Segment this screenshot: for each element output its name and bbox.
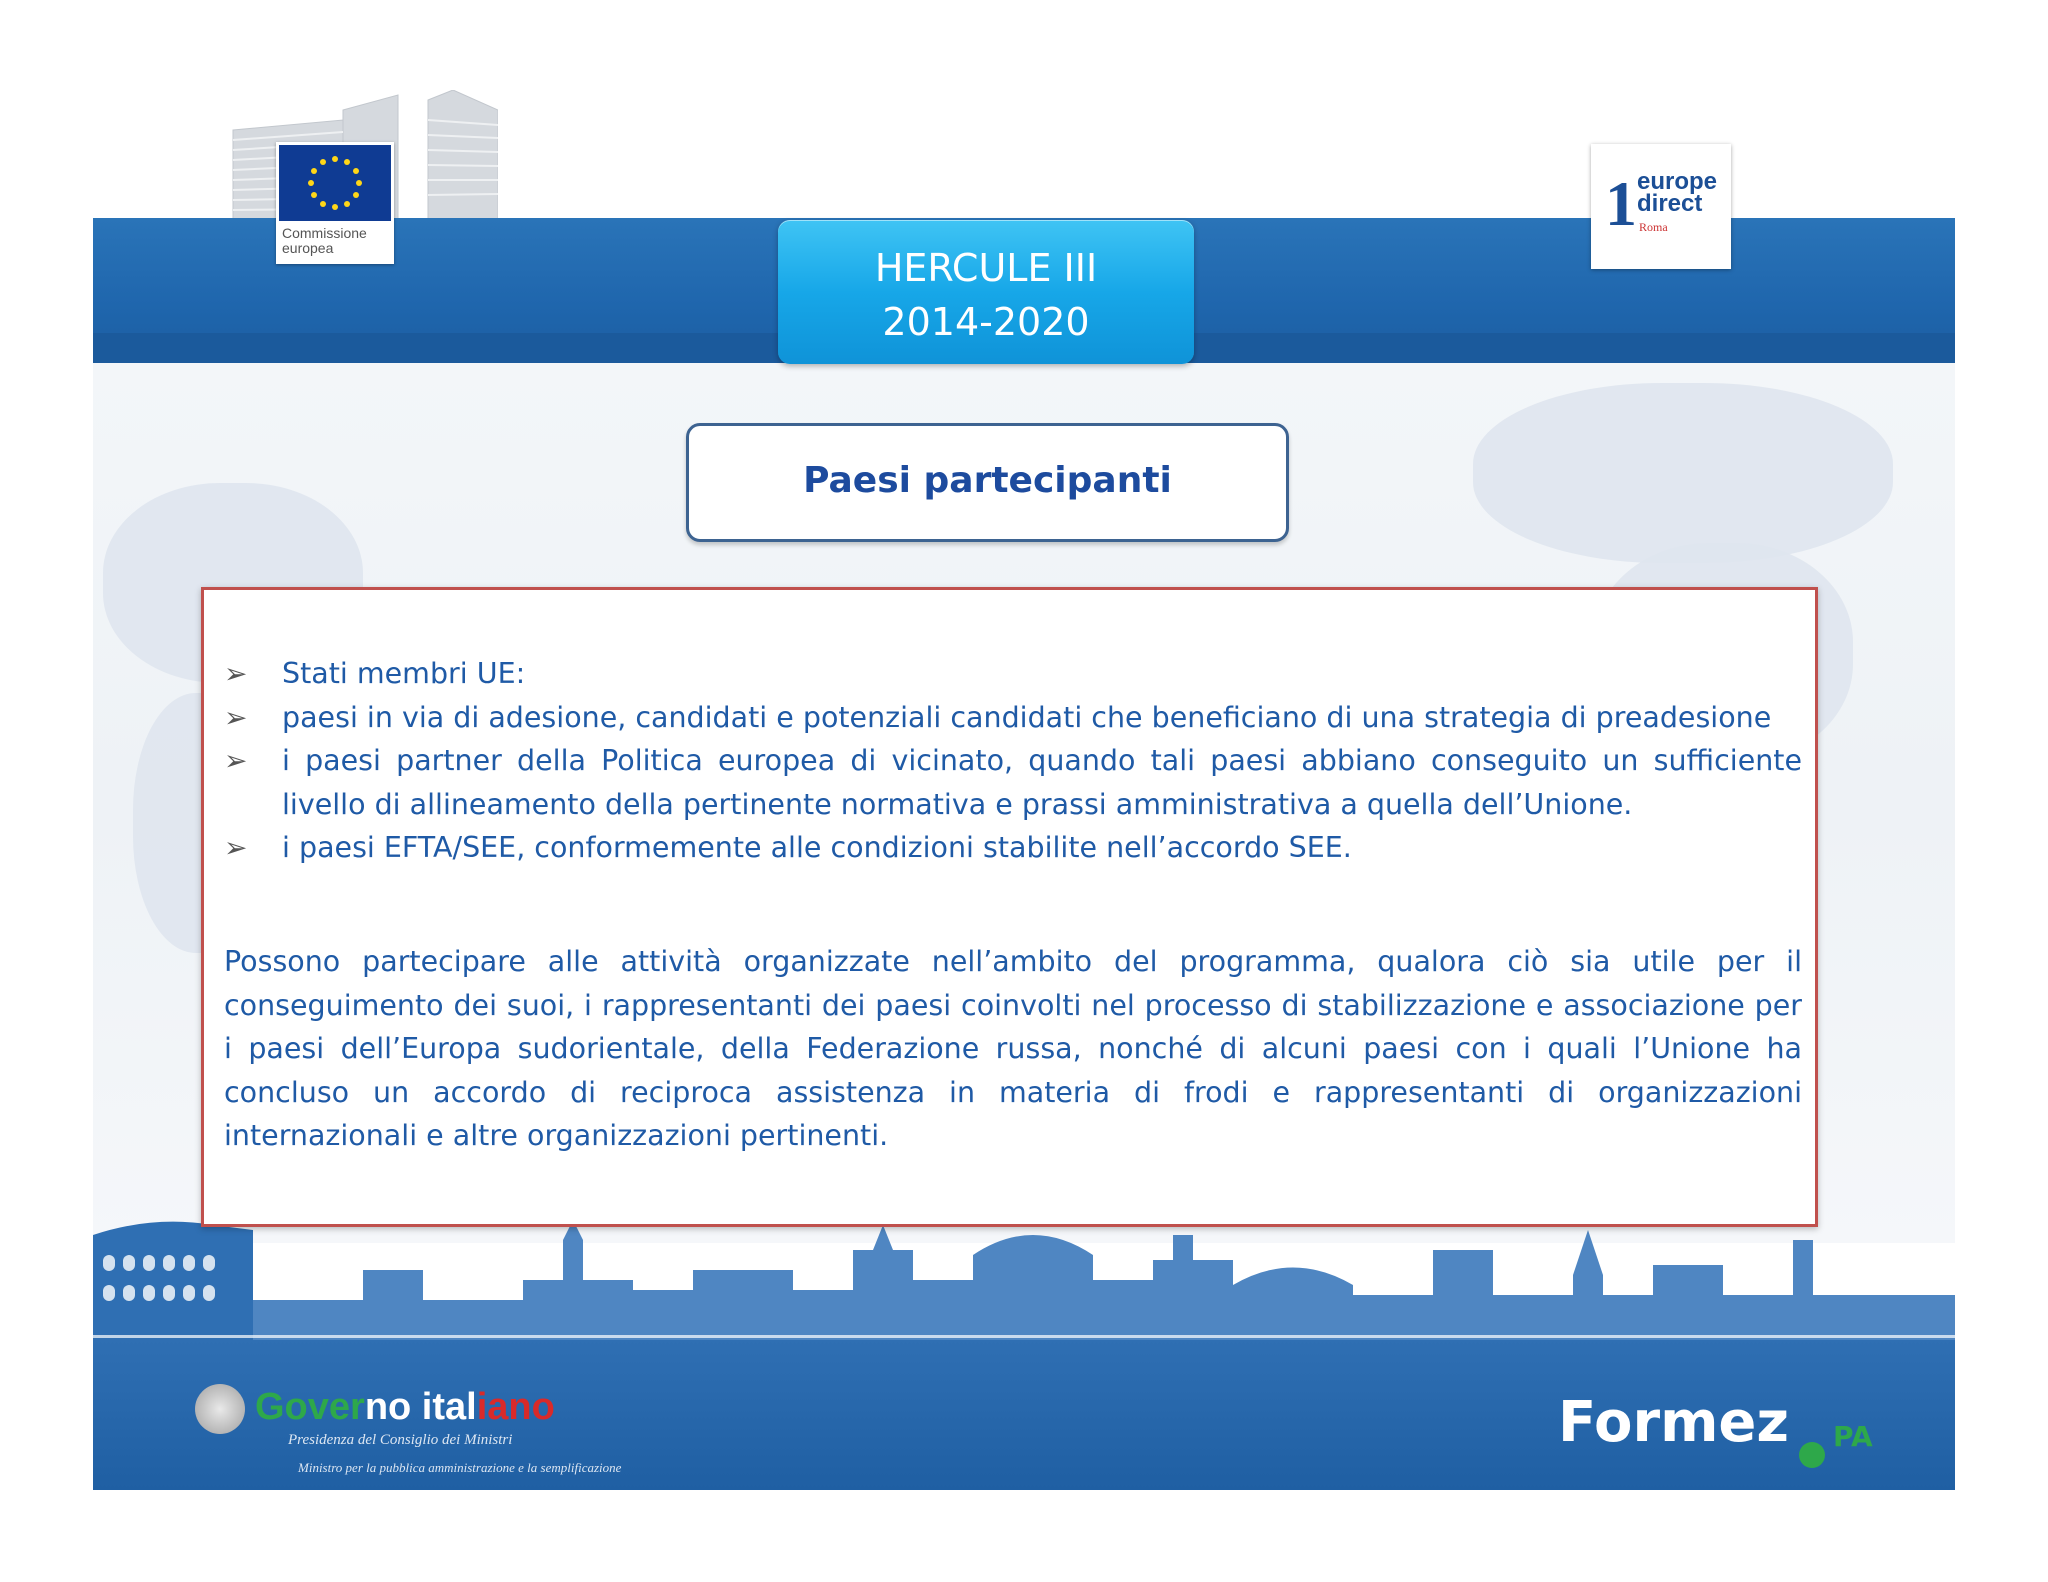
europe-direct-city: Roma (1639, 220, 1668, 234)
bullet-item (224, 826, 1802, 870)
bullet-text: Stati membri UE: (282, 657, 526, 690)
bullet-list (224, 652, 1802, 870)
italian-republic-emblem-icon (195, 1384, 245, 1434)
title-line-1: HERCULE III (874, 246, 1098, 290)
slide (93, 90, 1955, 1490)
europe-direct-line1: europe (1637, 168, 1718, 195)
arrow-bullet-icon: ➢ (224, 744, 248, 777)
footer-divider (93, 1335, 1955, 1338)
bullet-text: paesi in via di adesione, candidati e potenziali candidati che beneficiano di una strategia di preadesione (282, 700, 1772, 734)
section-title: Paesi partecipanti (803, 460, 1172, 501)
rome-skyline-illustration (93, 1210, 1955, 1340)
formez-dot-icon (1799, 1442, 1825, 1468)
commissione-europea-logo (276, 142, 394, 264)
arrow-bullet-icon: ➢ (224, 831, 248, 864)
eu-logo-text: Commissione europea (282, 225, 367, 256)
arrow-bullet-icon: ➢ (224, 700, 248, 734)
europe-direct-line2: direct (1637, 190, 1703, 217)
bullet-text: i paesi EFTA/SEE, conformemente alle condizioni stabilite nell’accordo SEE. (282, 831, 1352, 864)
gov-subtitle-1: Presidenza del Consiglio dei Ministri (288, 1432, 513, 1448)
governo-italiano-logo (255, 1386, 555, 1429)
eu-flag-icon (279, 145, 391, 221)
title-line-2: 2014-2020 (882, 300, 1090, 344)
gov-name-part3: iano (476, 1386, 555, 1428)
gov-name-part2: no ital (364, 1386, 477, 1428)
bullet-item (224, 652, 1802, 696)
bullet-item (224, 696, 1802, 740)
gov-name-part1: Gover (255, 1386, 365, 1428)
europe-direct-logo (1591, 144, 1731, 269)
body-paragraph: Possono partecipare alle attività organizzate nell’ambito del programma, qualora ciò sia utile per il conseguimento dei suoi, i rappresentanti dei paesi coinvolti nel processo di stabilizzazione e associazione per i paesi dell’Europa sudorientale, della Federazione russa, nonché di alcuni paesi con i quali l’Unione ha concluso un accordo di reciproca assistenza in materia di frodi e rappresentanti di organizzazioni internazionali e altre organizzazioni pertinenti. (224, 945, 1802, 1152)
title-badge (778, 220, 1194, 364)
formez-pa-label: PA (1833, 1420, 1873, 1453)
arrow-bullet-icon: ➢ (224, 657, 248, 690)
bullet-text: i paesi partner della Politica europea di vicinato, quando tali paesi abbiano conseguito un sufficiente livello di allineamento della pertinente normativa e prassi amministrativa a quella dell’Unione. (282, 744, 1802, 821)
formez-logo: Formez (1558, 1390, 1789, 1455)
content-box (201, 587, 1818, 1227)
bullet-item (224, 739, 1802, 826)
gov-subtitle-2: Ministro per la pubblica amministrazione e la semplificazione (298, 1460, 622, 1475)
section-heading-box (686, 423, 1289, 542)
europe-direct-logo-icon: 1 (1605, 168, 1637, 239)
